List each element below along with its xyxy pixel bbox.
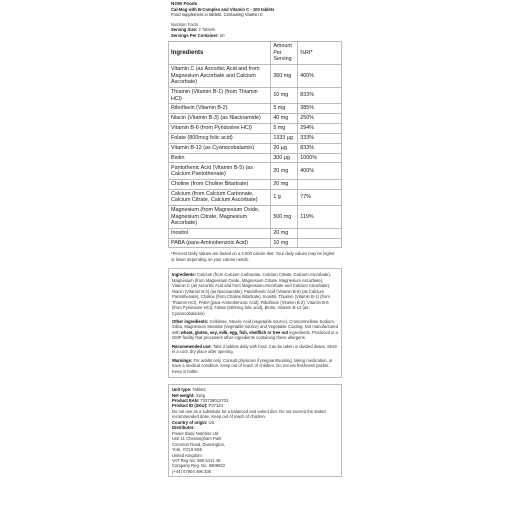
nutrient-name: PABA (para-Aminobenzoic Acid) — [169, 238, 271, 248]
nutrient-name: Calcium (from Calcium Carbonate, Calcium Citrate, Calcium Ascorbate) — [169, 189, 271, 205]
nutrient-name: Thiamin (Vitamin B-1) (from Thiamin HCl) — [169, 87, 271, 103]
nutrient-amount: 360 mg — [271, 65, 298, 88]
nutrient-ri: 77% — [298, 189, 342, 205]
ingredients-paragraph — [172, 272, 338, 316]
nutrition-table — [168, 41, 342, 248]
nutrition-facts-summary — [168, 18, 342, 38]
servings-label: Servings Per Container: — [171, 32, 219, 38]
column-header-amount: Amount Per Serving — [271, 42, 298, 65]
nutrient-name: Vitamin B-6 (from Pyridoxine HCl) — [169, 123, 271, 133]
distributor-line: Company Reg. No. 6909822 — [172, 463, 226, 469]
distributor-line: Power Body Nutrition Ltd — [172, 430, 219, 436]
net-weight-value: 316g — [195, 392, 206, 398]
product-details-box — [168, 384, 342, 477]
nutrition-table-header — [169, 42, 342, 65]
nutrient-name: Riboflavin (Vitamin B-2) — [169, 104, 271, 114]
nutrient-name: Vitamin B-12 (as Cyanocobalamin) — [169, 143, 271, 153]
table-row — [169, 189, 342, 205]
country-label: Country of origin: — [172, 419, 208, 425]
servings-per-container — [171, 33, 339, 38]
distributor-line: Unit 11 Chessingham Park — [172, 436, 222, 442]
nutrient-amount: 1 g — [271, 189, 298, 205]
nutrient-ri — [298, 238, 342, 248]
nutrient-amount: 1333 µg — [271, 133, 298, 143]
nutrient-amount: 10 mg — [271, 238, 298, 248]
warnings-paragraph — [172, 358, 338, 374]
nutrient-ri — [298, 228, 342, 238]
serving-size-label: Serving Size: — [171, 27, 198, 33]
nutrient-amount: 500 mg — [271, 205, 298, 228]
product-label-page — [168, 0, 342, 510]
ingredients-label: Ingredients: — [172, 272, 196, 278]
table-row — [169, 133, 342, 143]
other-ingredients-text: Cellulose, Stearic Acid (vegetable source), Croscarmellose Sodium, Silica, Magnesium Stearate (vegetable source) and Vegetable Coating. Not manufactured with — [172, 319, 338, 335]
nutrient-amount: 40 mg — [271, 114, 298, 124]
table-row — [169, 123, 342, 133]
nutrient-amount: 20 mg — [271, 163, 298, 179]
nutrient-ri: 333% — [298, 133, 342, 143]
nutrient-ri: 385% — [298, 104, 342, 114]
recommended-use-paragraph — [172, 344, 338, 355]
recommended-use-label: Recommended use: — [172, 343, 212, 349]
nutrition-facts-title: Nutrition Facts — [171, 21, 198, 27]
table-row — [169, 205, 342, 228]
warnings-text: For adults only. Consult physician if pregnant/nursing, taking medication, or have a medical condition. Keep out of reach of children. Do not eat freshness packet. Keep in bottle. — [172, 357, 333, 374]
distributor-heading: Distributor: — [172, 425, 195, 431]
distributor-line: United Kingdom — [172, 452, 202, 458]
servings-value: 50 — [219, 32, 225, 38]
distributor-line: York, YO19 5SE — [172, 447, 203, 453]
table-row — [169, 153, 342, 163]
table-row — [169, 104, 342, 114]
nutrient-amount: 20 µg — [271, 143, 298, 153]
nutrient-name: Inositol — [169, 228, 271, 238]
nutrient-amount: 5 mg — [271, 123, 298, 133]
country-value: US — [208, 419, 215, 425]
product-tagline: Food supplement in tablets. Containing Vitamin C — [171, 12, 263, 18]
nutrient-ri: 250% — [298, 114, 342, 124]
column-header-ingredients: Ingredients — [169, 42, 271, 65]
product-id-value: P27143 — [208, 403, 223, 409]
daily-value-footnote: *Percent Daily Values are based on a 2,000 calorie diet. Your daily values may be higher or lower depending on your calorie needs. — [171, 251, 335, 262]
nutrient-name: Magnesium (from Magnesium Oxide, Magnesium Citrate, Magnesium Ascorbate) — [169, 205, 271, 228]
nutrient-ri — [298, 179, 342, 189]
nutrient-name: Biotin — [169, 153, 271, 163]
nutrient-amount: 20 mg — [271, 179, 298, 189]
product-ean-label: Product EAN: — [172, 398, 200, 403]
nutrient-ri: 833% — [298, 87, 342, 103]
product-title: Cal-Mag with B-Complex and Vitamin C - 100 tablets — [171, 6, 275, 12]
other-ingredients-paragraph — [172, 319, 338, 341]
table-row — [169, 65, 342, 88]
table-row — [169, 87, 342, 103]
brand-name: NOW Foods — [171, 1, 198, 6]
nutrient-amount: 5 mg — [271, 104, 298, 114]
nutrient-name: Pantothenic Acid (Vitamin B-5) (as Calcium Pantothenate) — [169, 163, 271, 179]
nutrient-amount: 10 mg — [271, 87, 298, 103]
nutrient-ri: 294% — [298, 123, 342, 133]
unit-type-label: Unit type: — [172, 387, 192, 393]
nutrient-amount: 20 mg — [271, 228, 298, 238]
table-row — [169, 114, 342, 124]
nutrient-amount: 300 µg — [271, 153, 298, 163]
nutrient-ri: 400% — [298, 163, 342, 179]
table-row — [169, 228, 342, 238]
other-ingredients-text-end: ingredients. Produced in a GMP facility that processes other ingredients containing these allergens. — [172, 329, 338, 341]
nutrient-name: Folate (800mcg folic acid) — [169, 133, 271, 143]
serving-size-value: 2 Tablets — [198, 27, 216, 33]
nutrient-ri: 119% — [298, 205, 342, 228]
table-row — [169, 238, 342, 248]
dietary-disclaimer: Do not use as a substitute for a balanced and varied diet. Do not exceed the stated recommended dose. Keep out of reach of children. — [172, 408, 326, 420]
warnings-label: Warnings: — [172, 357, 193, 363]
table-row — [169, 143, 342, 153]
nutrient-ri: 1000% — [298, 153, 342, 163]
distributor-line: VAT Reg No: 960 5412 48 — [172, 457, 221, 463]
unit-type-value: Tablets — [192, 387, 206, 393]
nutrient-name: Choline (from Choline Bitartrate) — [169, 179, 271, 189]
nutrient-name: Niacin (Vitamin B-3) (as Niacinamide) — [169, 114, 271, 124]
nutrient-ri: 400% — [298, 65, 342, 88]
distributor-line: (+44) 07904 496 336 — [172, 468, 212, 474]
allergen-list: wheat, gluten, soy, milk, egg, fish, shellfish or tree nut — [180, 329, 289, 335]
recommended-use-text: Take 2 tablets daily with food. Can be taken in divided doses. Store in a cool, dry place after opening. — [172, 343, 338, 355]
distributor-line: Common Road, Dunnington, — [172, 441, 226, 447]
ingredient-info-box — [168, 268, 342, 378]
product-ean-value: 733739012703 — [200, 398, 229, 403]
product-id-label: Product ID (SKU): — [172, 403, 208, 409]
ingredients-text: Calcium (from Calcium Carbonate, Calcium Citrate, Calcium Ascorbate), Magnesium (from Magnesium Oxide, Magnesium Citrate, Magnesium Ascorbate), Vitamin C (as Ascorbic Acid and from Magnesium Ascorbate and Calcium Ascorbate), Niacin (Vitamin B-3) (as Niacinamide), Pantothenic Acid (Vitamin B-5) (as Calcium Pantothenate), Choline (from Choline Bitartrate), Inositol, Thiamin (Vitamin B-1) (from Thiamin HCl), PABA (para-Aminobenzoic Acid), Riboflavin (Vitamin B-2), Vitamin B-6 (from Pyridoxine HCl), Folate (800mcg folic acid), Biotin, Vitamin B-12 (as Cyanocobalamin) — [172, 272, 331, 316]
net-weight-label: Net weight: — [172, 392, 195, 398]
product-header — [168, 0, 342, 18]
other-ingredients-label: Other ingredients: — [172, 319, 209, 325]
nutrient-ri: 833% — [298, 143, 342, 153]
table-row — [169, 179, 342, 189]
table-row — [169, 163, 342, 179]
nutrient-name: Vitamin C (as Ascorbic Acid and from Magnesium Ascorbate and Calcium Ascorbate) — [169, 65, 271, 88]
column-header-ri: %RI* — [298, 42, 342, 65]
